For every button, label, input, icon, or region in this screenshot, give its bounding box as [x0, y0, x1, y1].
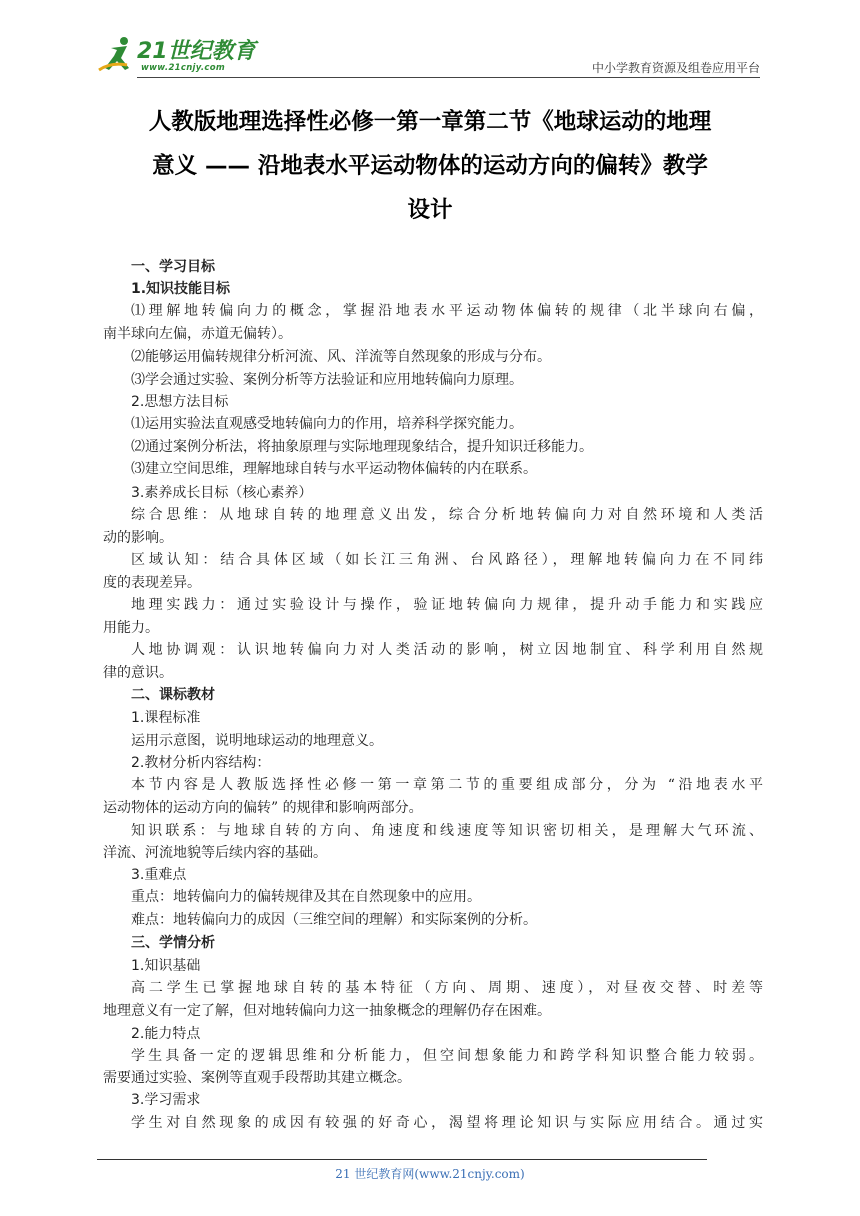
paragraph-line: ⑵能够运用偏转规律分析河流、风、洋流等自然现象的形成与分布。 [131, 349, 551, 365]
section-heading: 二、课标教材 [131, 687, 215, 703]
logo-text: 21世纪教育 [137, 39, 256, 64]
paragraph-line: 运用示意图，说明地球运动的地理意义。 [131, 733, 383, 749]
paragraph-line: 本节内容是人教版选择性必修一第一章第二节的重要组成部分，分为 “沿地表水平 [131, 777, 763, 793]
paragraph-line: ⑴运用实验法直观感受地转偏向力的作用，培养科学探究能力。 [131, 416, 523, 432]
paragraph-line: ⑵通过案例分析法，将抽象原理与实际地理现象结合，提升知识迁移能力。 [131, 439, 593, 455]
section-heading: 1.知识基础 [131, 958, 201, 974]
paragraph-line: 洋流、河流地貌等后续内容的基础。 [103, 845, 327, 861]
paragraph-line: 人地协调观：认识地转偏向力对人类活动的影响，树立因地制宜、科学利用自然规 [131, 642, 763, 658]
title-line: 意义 —— 沿地表水平运动物体的运动方向的偏转》教学 [152, 153, 708, 179]
paragraph-line: 地理意义有一定了解，但对地转偏向力这一抽象概念的理解仍存在困难。 [103, 1003, 551, 1019]
paragraph-line: ⑴理解地转偏向力的概念，掌握沿地表水平运动物体偏转的规律（北半球向右偏， [131, 303, 763, 319]
footer-divider [97, 1159, 707, 1160]
section-heading: 2.教材分析内容结构： [131, 755, 271, 771]
paragraph-line: 综合思维：从地球自转的地理意义出发，综合分析地转偏向力对自然环境和人类活 [131, 507, 763, 523]
paragraph-line: 学生具备一定的逻辑思维和分析能力，但空间想象能力和跨学科知识整合能力较弱。 [131, 1048, 763, 1064]
paragraph-line: 度的表现差异。 [103, 575, 201, 591]
paragraph-line: 高二学生已掌握地球自转的基本特征（方向、周期、速度），对昼夜交替、时差等 [131, 980, 763, 996]
section-heading: 一、学习目标 [131, 259, 215, 275]
paragraph-line: ⑶学会通过实验、案例分析等方法验证和应用地转偏向力原理。 [131, 372, 523, 388]
paragraph-line: 律的意识。 [103, 665, 173, 681]
paragraph-line: 知识联系：与地球自转的方向、角速度和线速度等知识密切相关，是理解大气环流、 [131, 823, 763, 839]
section-heading: 3.重难点 [131, 867, 187, 883]
section-heading: 3.素养成长目标（核心素养） [131, 485, 313, 501]
paragraph-line: 需要通过实验、案例等直观手段帮助其建立概念。 [103, 1070, 411, 1086]
section-heading: 2.思想方法目标 [131, 394, 229, 410]
paragraph-line: 区域认知：结合具体区域（如长江三角洲、台风路径），理解地转偏向力在不同纬 [131, 552, 763, 568]
section-heading: 2.能力特点 [131, 1026, 201, 1042]
section-heading: 三、学情分析 [131, 935, 215, 951]
footer-link[interactable]: 21 世纪教育网(www.21cnjy.com) [335, 1167, 525, 1181]
paragraph-line: 用能力。 [103, 620, 159, 636]
paragraph-line: 重点：地转偏向力的偏转规律及其在自然现象中的应用。 [131, 889, 481, 905]
title-line: 人教版地理选择性必修一第一章第二节《地球运动的地理 [148, 109, 712, 135]
title-line: 设计 [407, 197, 453, 223]
runner-logo-icon [97, 34, 141, 78]
header-divider [137, 77, 760, 78]
paragraph-line: 动的影响。 [103, 530, 173, 546]
paragraph-line: 运动物体的运动方向的偏转” 的规律和影响两部分。 [103, 800, 423, 816]
document-title [97, 100, 763, 232]
paragraph-line: ⑶建立空间思维，理解地球自转与水平运动物体偏转的内在联系。 [131, 461, 537, 477]
paragraph-line: 学生对自然现象的成因有较强的好奇心，渴望将理论知识与实际应用结合。通过实 [131, 1115, 763, 1131]
logo-url: www.21cnjy.com [141, 63, 225, 73]
platform-name: 中小学教育资源及组卷应用平台 [591, 61, 760, 75]
page-header [97, 32, 760, 80]
section-heading: 1.课程标准 [131, 710, 201, 726]
paragraph-line: 地理实践力：通过实验设计与操作，验证地转偏向力规律，提升动手能力和实践应 [131, 597, 763, 613]
site-logo[interactable] [97, 34, 272, 78]
paragraph-line: 南半球向左偏，赤道无偏转）。 [103, 326, 292, 342]
paragraph-line: 难点：地转偏向力的成因（三维空间的理解）和实际案例的分析。 [131, 912, 537, 928]
section-heading: 3.学习需求 [131, 1092, 201, 1108]
section-heading: 1.知识技能目标 [131, 281, 231, 297]
